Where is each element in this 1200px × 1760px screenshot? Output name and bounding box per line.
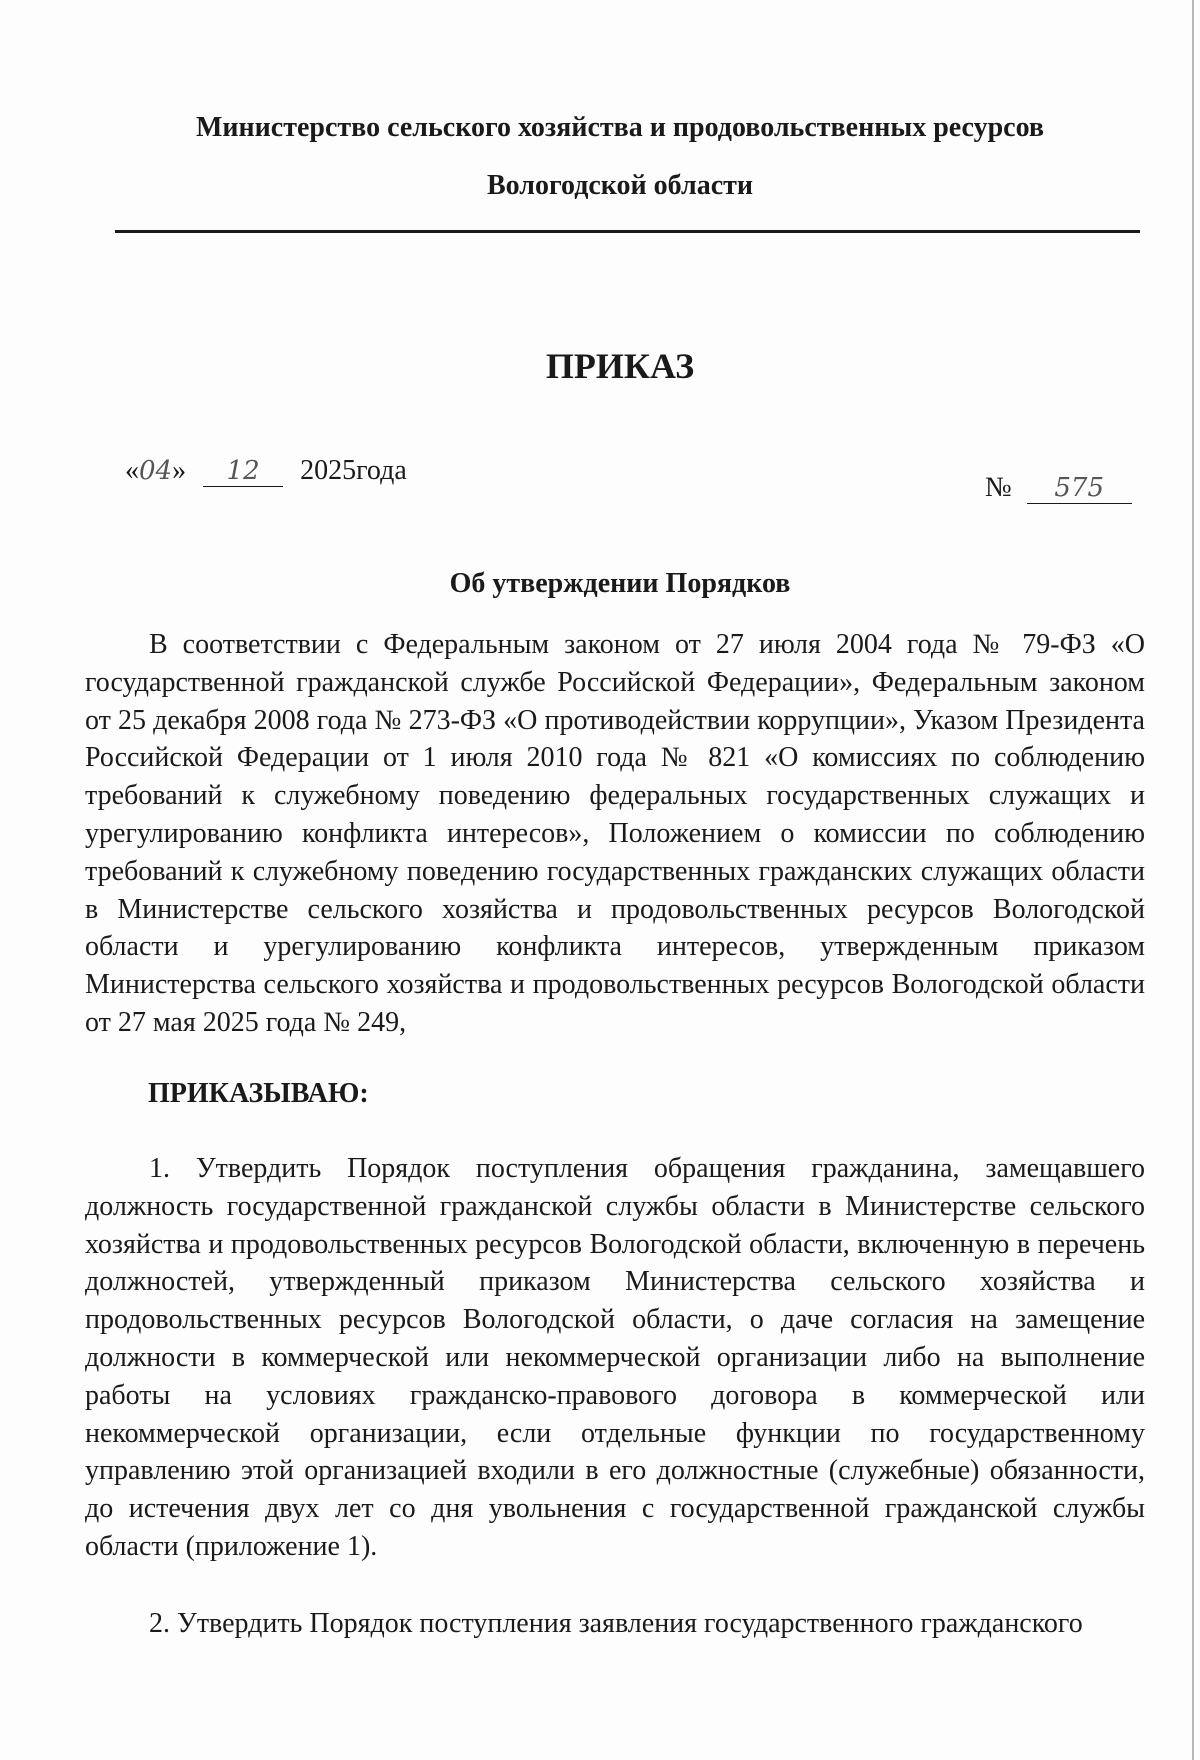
- date-year: 2025: [300, 455, 357, 486]
- scan-edge-line: [1192, 0, 1194, 1760]
- date-close-quote: »: [172, 455, 187, 486]
- preamble-text: В соответствии с Федеральным законом от 27 июля 2004 года № 79-ФЗ «О государственной гражданской службе Российской Федерации», Федеральным законом от 25 декабря 2008 года № 273-ФЗ «О противодействии коррупции», Указом Президента Российской Федерации от 1 июля 2010 года № 821 «О комиссиях по соблюдению требований к служебному поведению федеральных государственных служащих и урегулированию конфликта интересов», Положением о комиссии по соблюдению требований к служебному поведению государственных гражданских служащих области в Министерстве сельского хозяйства и продовольственных ресурсов Вологодской области и урегулированию конфликта интересов, утвержденным приказом Министерства сельского хозяйства и продовольственных ресурсов Вологодской области от 27 мая 2025 года № 249,: [85, 629, 1145, 1038]
- number-label: №: [985, 472, 1012, 503]
- order-subject: Об утверждении Порядков: [449, 568, 791, 599]
- date-month-handwritten: 12: [203, 456, 283, 487]
- ministry-name-line2: Вологодской области: [486, 170, 754, 201]
- order-date: [125, 455, 407, 487]
- date-open-quote: «: [125, 455, 139, 486]
- document-title: ПРИКАЗ: [545, 346, 695, 386]
- order-word: ПРИКАЗЫВАЮ:: [148, 1078, 369, 1109]
- order-item-2: [85, 1605, 1145, 1643]
- order-item-2-text: 2. Утвердить Порядок поступления заявления государственного гражданского: [149, 1608, 1083, 1639]
- header-divider: [115, 230, 1140, 233]
- ministry-name-line1: Министерство сельского хозяйства и продовольственных ресурсов: [195, 112, 1045, 143]
- number-value-handwritten: 575: [1027, 473, 1132, 504]
- order-item-1-text: 1. Утвердить Порядок поступления обращения гражданина, замещавшего должность государственной гражданской службы области в Министерстве сельского хозяйства и продовольственных ресурсов Вологодской области, включенную в перечень должностей, утвержденный приказом Министерства сельского хозяйства и продовольственных ресурсов Вологодской области, о даче согласия на замещение должности в коммерческой или некоммерческой организации либо на выполнение работы на условиях гражданско-правового договора в коммерческой или некоммерческой организации, если отдельные функции по государственному управлению этой организацией входили в его должностные (служебные) обязанности, до истечения двух лет со дня увольнения с государственной гражданской службы области (приложение 1).: [85, 1153, 1145, 1562]
- preamble-paragraph: [85, 626, 1145, 1042]
- date-day-handwritten: 04: [139, 456, 173, 486]
- order-item-1: [85, 1150, 1145, 1566]
- date-year-word: года: [356, 455, 407, 486]
- order-number: [985, 472, 1132, 504]
